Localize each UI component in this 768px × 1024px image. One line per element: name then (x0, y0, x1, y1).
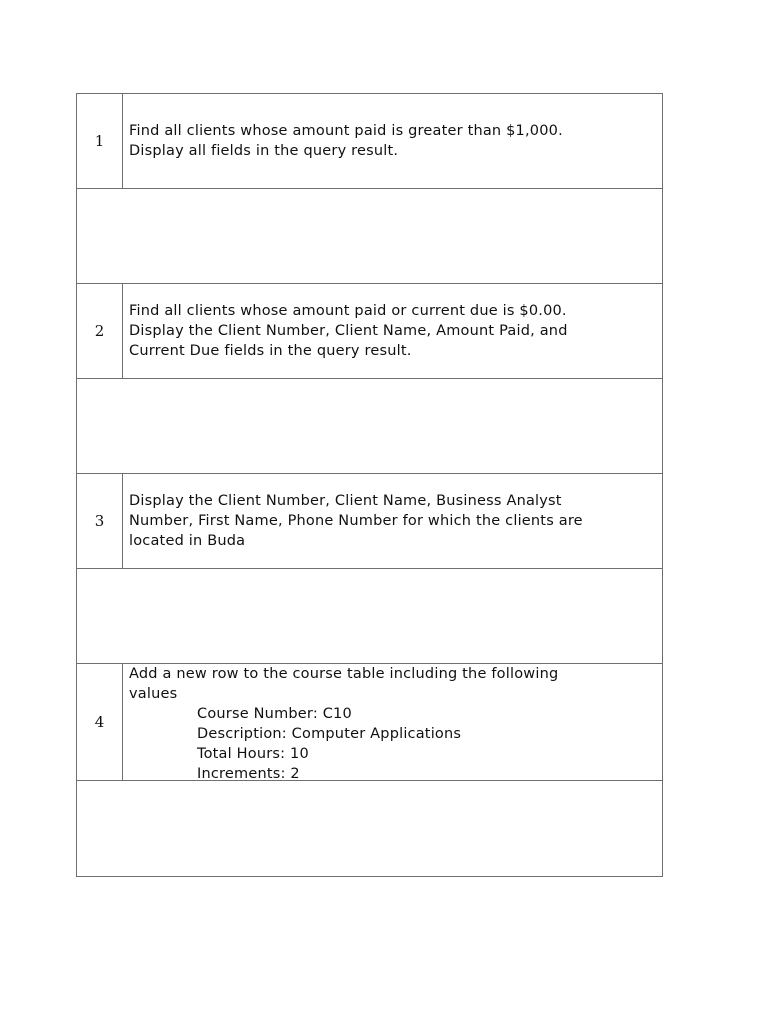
answer-row-1 (77, 189, 662, 284)
question-line: Add a new row to the course table including the following (129, 666, 559, 682)
question-text (123, 94, 662, 188)
question-number: 1 (77, 94, 123, 188)
answer-row-3 (77, 569, 662, 664)
description-value: Description: Computer Applications (197, 726, 462, 742)
answer-area (77, 781, 662, 876)
question-row-4 (77, 664, 662, 781)
course-number-value: Course Number: C10 (197, 706, 352, 722)
answer-row-2 (77, 379, 662, 474)
increments-value: Increments: 2 (197, 766, 300, 782)
question-line: Display the Client Number, Client Name, Business Analyst (129, 493, 562, 509)
question-number: 2 (77, 284, 123, 378)
question-line: Find all clients whose amount paid or current due is $0.00. (129, 303, 567, 319)
question-row-3 (77, 474, 662, 569)
question-number: 3 (77, 474, 123, 568)
answer-row-4 (77, 781, 662, 876)
answer-area (77, 569, 662, 663)
assignment-table (76, 93, 663, 877)
question-text (123, 664, 662, 780)
question-line: Find all clients whose amount paid is greater than $1,000. (129, 123, 563, 139)
total-hours-value: Total Hours: 10 (197, 746, 309, 762)
question-text (123, 474, 662, 568)
question-row-2 (77, 284, 662, 379)
question-line: Number, First Name, Phone Number for which the clients are (129, 513, 583, 529)
question-line: located in Buda (129, 533, 246, 549)
question-row-1 (77, 94, 662, 189)
question-line: values (129, 686, 178, 702)
answer-area (77, 379, 662, 473)
question-line: Display the Client Number, Client Name, Amount Paid, and (129, 323, 568, 339)
question-number: 4 (77, 664, 123, 780)
answer-area (77, 189, 662, 283)
question-line: Current Due fields in the query result. (129, 343, 412, 359)
question-line: Display all fields in the query result. (129, 143, 399, 159)
question-text (123, 284, 662, 378)
